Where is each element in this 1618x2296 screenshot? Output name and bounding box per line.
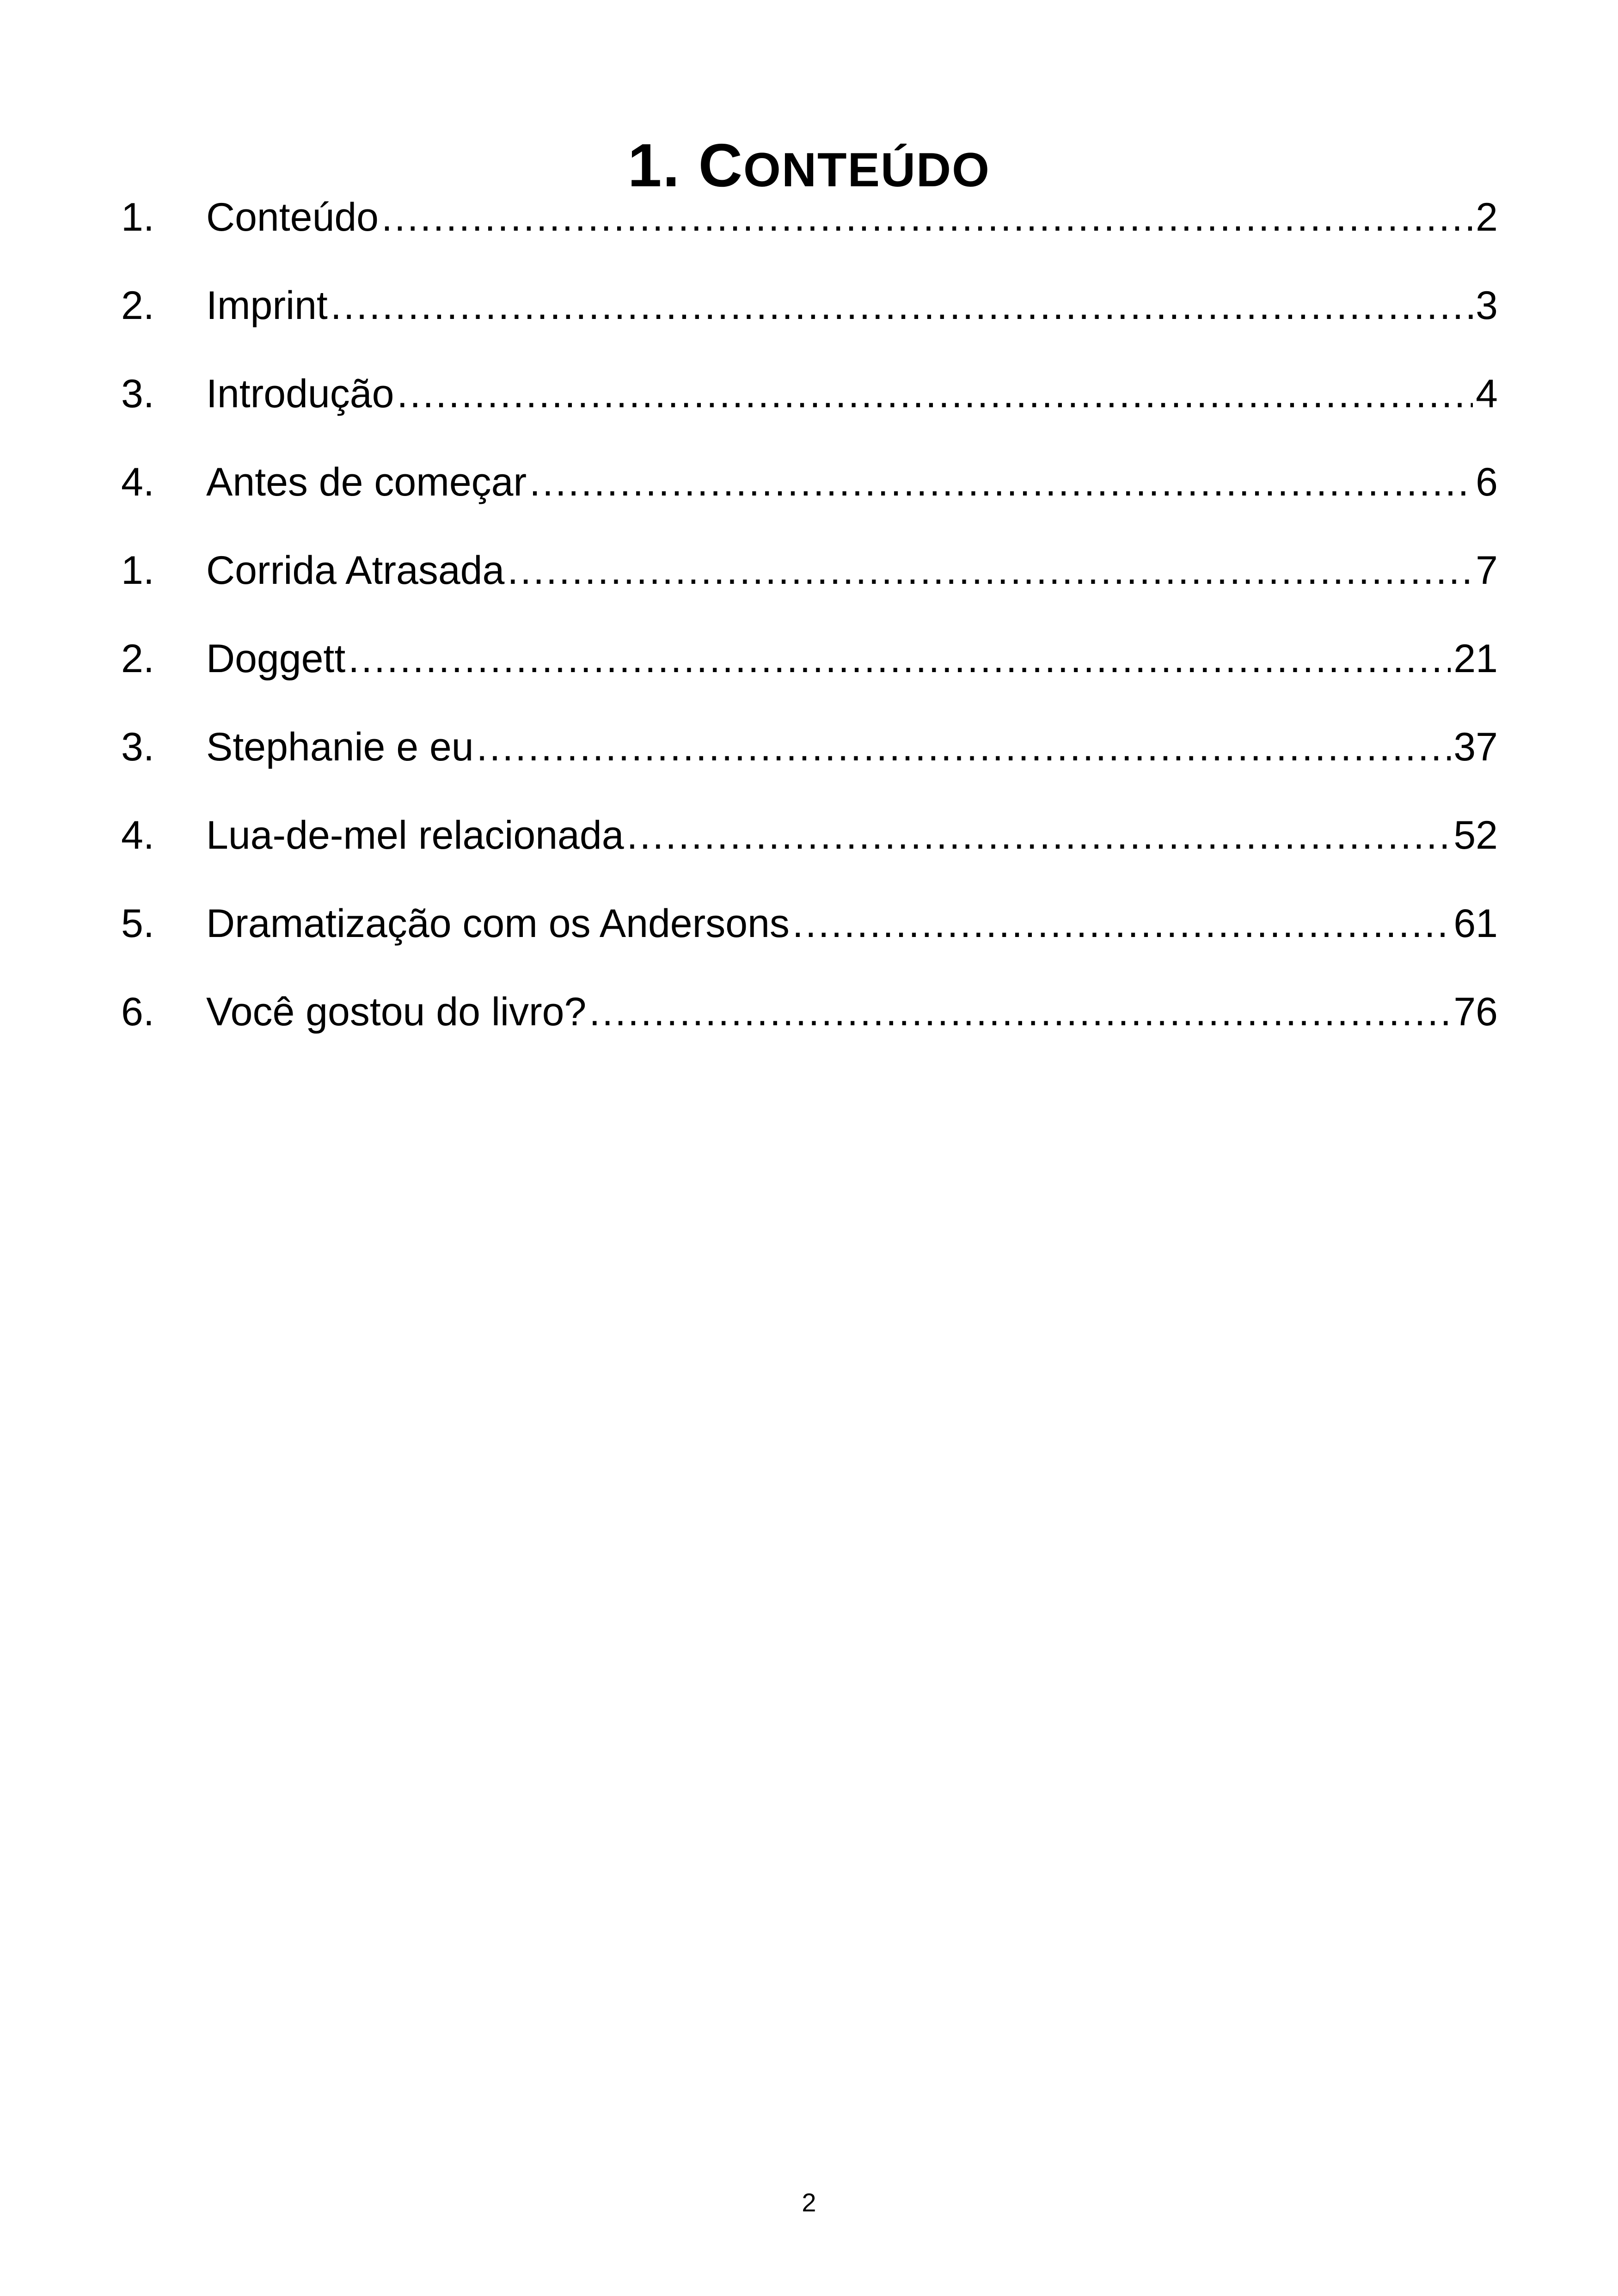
toc-entry-page: 21 [1453, 637, 1498, 681]
title-rest: ONTEÚDO [743, 143, 991, 197]
toc-entry-page: 6 [1476, 460, 1498, 504]
toc-entry-page: 61 [1453, 901, 1498, 946]
toc-entry-page: 52 [1453, 813, 1498, 857]
toc-entry[interactable] [121, 278, 1498, 366]
toc-entry-number: 1. [121, 195, 154, 239]
toc-dot-leader [477, 719, 1451, 775]
toc-entry-number: 5. [121, 901, 154, 946]
toc-entry-label: Conteúdo [206, 195, 379, 239]
toc-entry-page: 3 [1476, 283, 1498, 328]
toc-entry[interactable] [121, 454, 1498, 543]
toc-entry-label: Lua-de-mel relacionada [206, 813, 624, 857]
toc-dot-leader [589, 984, 1451, 1040]
toc-entry-page: 4 [1476, 372, 1498, 416]
toc-entry-label: Dramatização com os Andersons [206, 901, 790, 946]
toc-entry[interactable] [121, 631, 1498, 719]
toc-dot-leader [529, 454, 1473, 510]
toc-entry-number: 2. [121, 283, 154, 328]
toc-entry[interactable] [121, 190, 1498, 278]
toc-entry-number: 6. [121, 990, 154, 1034]
toc-entry-label: Introdução [206, 372, 394, 416]
toc-entry-number: 3. [121, 372, 154, 416]
toc-entry[interactable] [121, 808, 1498, 896]
title-initial: C [698, 131, 744, 200]
toc-dot-leader [331, 278, 1473, 333]
toc-entry[interactable] [121, 984, 1498, 1072]
toc-dot-leader [381, 190, 1473, 245]
toc-entry-number: 4. [121, 813, 154, 857]
toc-entry[interactable] [121, 366, 1498, 454]
toc-entry-page: 7 [1476, 548, 1498, 593]
toc-dot-leader [792, 896, 1451, 951]
toc-entry[interactable] [121, 719, 1498, 808]
toc-entry-number: 4. [121, 460, 154, 504]
toc-entry-page: 37 [1453, 725, 1498, 769]
toc-dot-leader [507, 543, 1473, 598]
toc-entry-label: Você gostou do livro? [206, 990, 587, 1034]
toc-dot-leader [348, 631, 1451, 686]
toc-entry-label: Imprint [206, 283, 328, 328]
toc-entry-page: 76 [1453, 990, 1498, 1034]
toc-entry[interactable] [121, 543, 1498, 631]
table-of-contents [121, 190, 1498, 1072]
toc-entry-label: Stephanie e eu [206, 725, 474, 769]
title-number: 1. [627, 131, 681, 200]
toc-entry-number: 2. [121, 637, 154, 681]
toc-entry-label: Corrida Atrasada [206, 548, 505, 593]
toc-entry[interactable] [121, 896, 1498, 984]
toc-entry-page: 2 [1476, 195, 1498, 239]
toc-dot-leader [627, 808, 1451, 863]
toc-entry-label: Antes de começar [206, 460, 527, 504]
toc-entry-number: 1. [121, 548, 154, 593]
toc-dot-leader [397, 366, 1473, 422]
page-number: 2 [802, 2188, 816, 2217]
toc-entry-number: 3. [121, 725, 154, 769]
toc-entry-label: Doggett [206, 637, 346, 681]
